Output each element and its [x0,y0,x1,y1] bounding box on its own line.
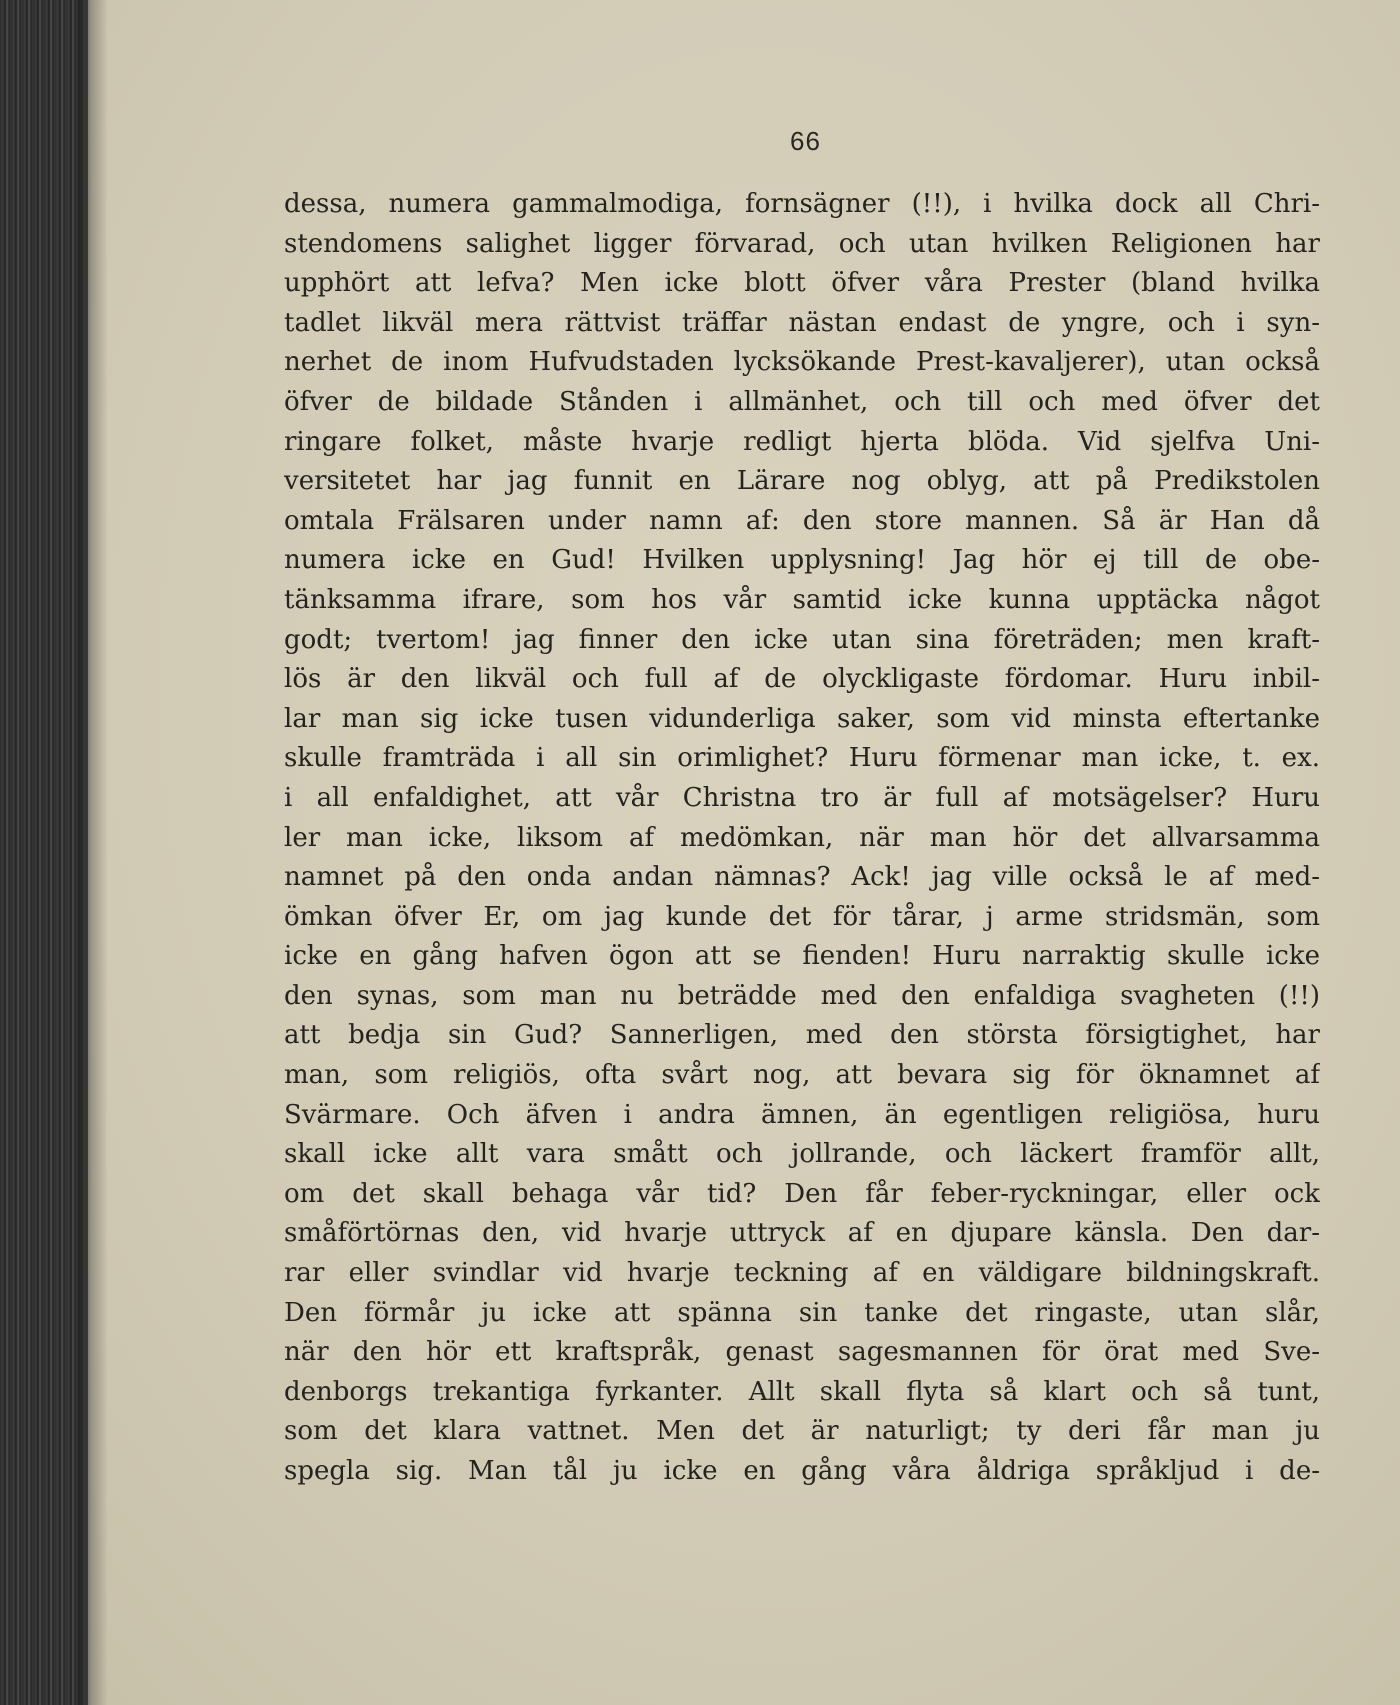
page-gutter-shadow [78,0,108,1705]
text-line: tadlet likväl mera rättvist träffar nästan endast de yngre, och i syn- [284,307,1320,338]
text-line: lar man sig icke tusen vidunderliga saker, som vid minsta eftertanke [284,703,1320,734]
text-line: tänksamma ifrare, som hos vår samtid icke kunna upptäcka något [284,584,1320,615]
text-line: i all enfaldighet, att vår Christna tro är full af motsägelser? Huru [284,782,1320,813]
text-line: Svärmare. Och äfven i andra ämnen, än egentligen religiösa, huru [284,1099,1320,1130]
text-line: icke en gång hafven ögon att se fienden! Huru narraktig skulle icke [284,941,1320,972]
text-line: nerhet de inom Hufvudstaden lycksökande Prest-kavaljerer), utan också [284,347,1320,378]
text-line: namnet på den onda andan nämnas? Ack! jag ville också le af med- [284,862,1320,893]
text-line: man, som religiös, ofta svårt nog, att bevara sig för öknamnet af [284,1060,1320,1091]
text-line: upphört att lefva? Men icke blott öfver våra Prester (bland hvilka [284,268,1320,299]
text-line: spegla sig. Man tål ju icke en gång våra åldriga språkljud i de- [284,1456,1320,1486]
book-spine [0,0,88,1705]
text-line: omtala Frälsaren under namn af: den store mannen. Så är Han då [284,505,1320,536]
text-line: skulle framträda i all sin orimlighet? Huru förmenar man icke, t. ex. [284,743,1320,774]
text-line: lös är den likväl och full af de olyckligaste fördomar. Huru inbil- [284,664,1320,695]
text-line: att bedja sin Gud? Sannerligen, med den största försigtighet, har [284,1020,1320,1051]
text-line: Den förmår ju icke att spänna sin tanke det ringaste, utan slår, [284,1297,1320,1328]
text-line: som det klara vattnet. Men det är naturligt; ty deri får man ju [284,1416,1320,1447]
text-line: öfver de bildade Stånden i allmänhet, och till och med öfver det [284,386,1320,417]
text-line: ömkan öfver Er, om jag kunde det för tårar, j arme stridsmän, som [284,901,1320,932]
text-line: skall icke allt vara smått och jollrande, och läckert framför allt, [284,1139,1320,1170]
text-line: när den hör ett kraftspråk, genast sagesmannen för örat med Sve- [284,1337,1320,1368]
text-line: ler man icke, liksom af medömkan, när man hör det allvarsamma [284,822,1320,853]
text-line: versitetet har jag funnit en Lärare nog oblyg, att på Predikstolen [284,466,1320,497]
text-line: rar eller svindlar vid hvarje teckning af en väldigare bildningskraft. [284,1258,1320,1289]
text-line: stendomens salighet ligger förvarad, och utan hvilken Religionen har [284,228,1320,259]
text-line: dessa, numera gammalmodiga, fornsägner (!!), i hvilka dock all Chri- [284,189,1320,219]
body-text [284,185,1320,1492]
text-line: ringare folket, måste hvarje redligt hjerta blöda. Vid sjelfva Uni- [284,426,1320,457]
text-line: småförtörnas den, vid hvarje uttryck af en djupare känsla. Den dar- [284,1218,1320,1249]
text-line: om det skall behaga vår tid? Den får feber-ryckningar, eller ock [284,1178,1320,1209]
text-line: den synas, som man nu beträdde med den enfaldiga svagheten (!!) [284,980,1320,1011]
text-line: denborgs trekantiga fyrkanter. Allt skall flyta så klart och så tunt, [284,1376,1320,1407]
text-line: godt; tvertom! jag finner den icke utan sina företräden; men kraft- [284,624,1320,655]
page-number: 66 [790,126,821,156]
text-line: numera icke en Gud! Hvilken upplysning! Jag hör ej till de obe- [284,545,1320,576]
